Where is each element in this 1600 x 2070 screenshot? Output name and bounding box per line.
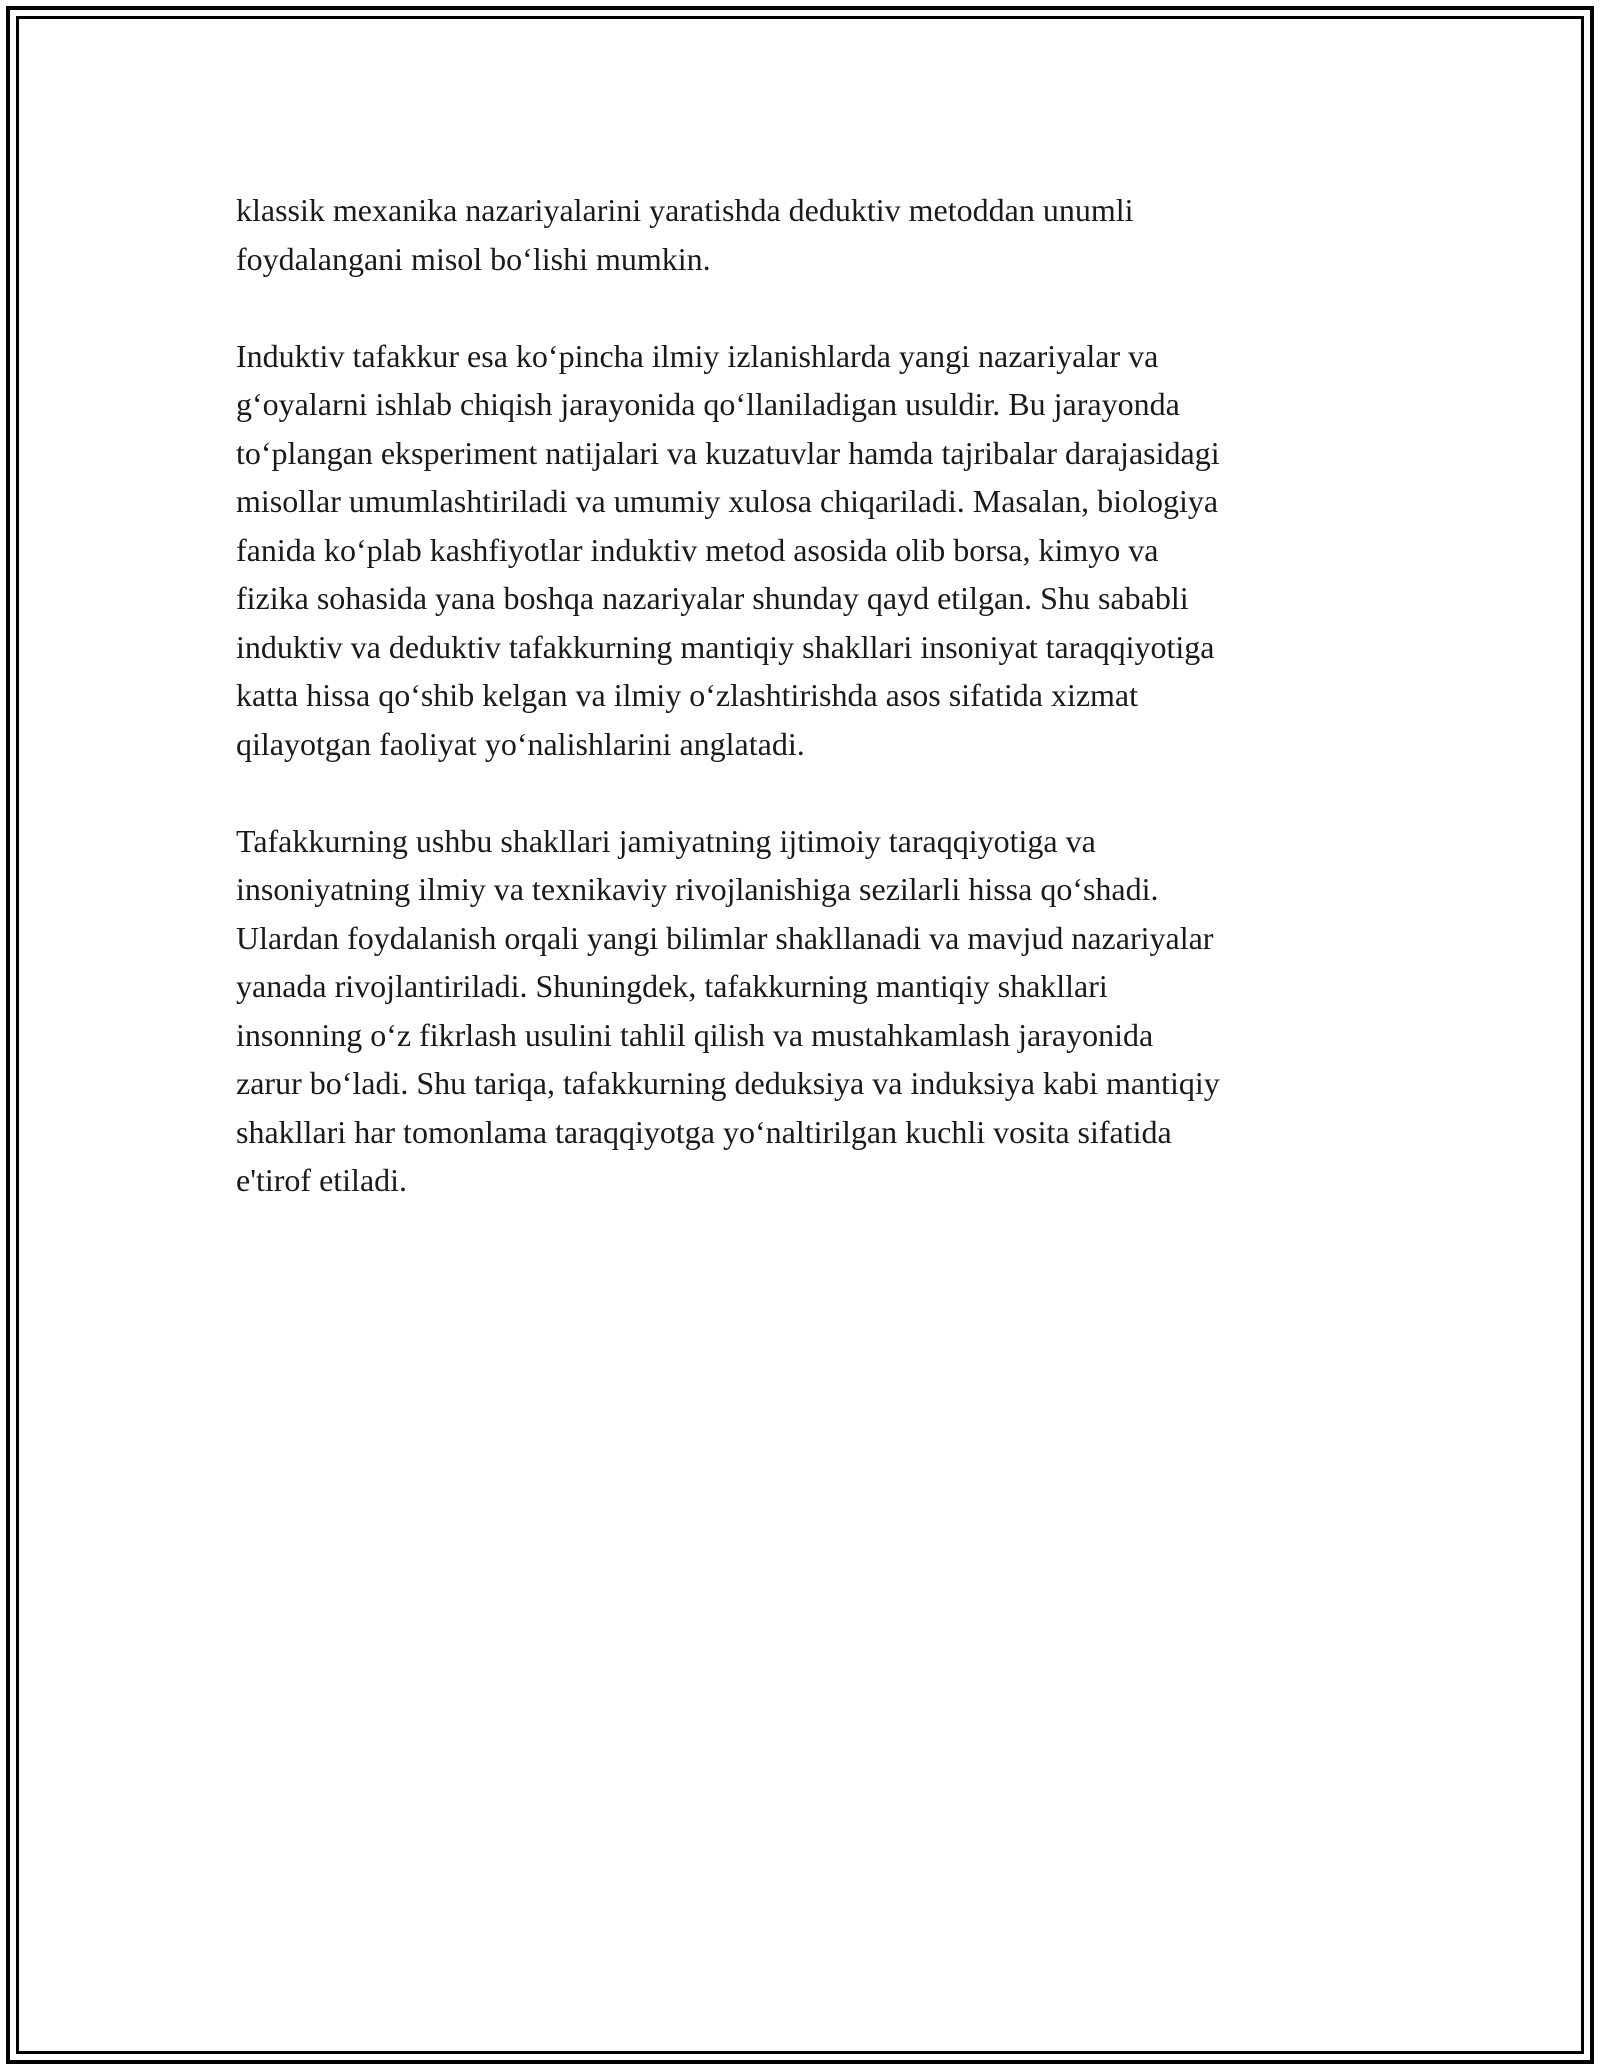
document-body bbox=[236, 186, 1386, 1253]
paragraph-2: Induktiv tafakkur esa ko‘pincha ilmiy izlanishlarda yangi nazariyalar va g‘oyalarni ishlab chiqish jarayonida qo‘llaniladigan usuldir. Bu jarayonda to‘plangan eksperiment natijalari va kuzatuvlar hamda tajribalar darajasidagi misollar umumlashtiriladi va umumiy xulosa chiqariladi. Masalan, biologiya fanida ko‘plab kashfiyotlar induktiv metod asosida olib borsa, kimyo va fizika sohasida yana boshqa nazariyalar shunday qayd etilgan. Shu sababli induktiv va deduktiv tafakkurning mantiqiy shakllari insoniyat taraqqiyotiga katta hissa qo‘shib kelgan va ilmiy o‘zlashtirishda asos sifatida xizmat qilayotgan faoliyat yo‘nalishlarini anglatadi. bbox=[236, 337, 1220, 762]
paragraph-1: klassik mexanika nazariyalarini yaratishda deduktiv metoddan unumli foydalangani misol bo‘lishi mumkin. bbox=[236, 192, 1134, 277]
paragraph-3: Tafakkurning ushbu shakllari jamiyatning ijtimoiy taraqqiyotiga va insoniyatning ilmiy va texnikaviy rivojlanishiga sezilarli hissa qo‘shadi. Ulardan foydalanish orqali yangi bilimlar shakllanadi va mavjud nazariyalar yanada rivojlantiriladi. Shuningdek, tafakkurning mantiqiy shakllari insonning o‘z fikrlash usulini tahlil qilish va mustahkamlash jarayonida zarur bo‘ladi. Shu tariqa, tafakkurning deduksiya va induksiya kabi mantiqiy shakllari har tomonlama taraqqiyotga yo‘naltirilgan kuchli vosita sifatida e'tirof etiladi. bbox=[236, 822, 1220, 1198]
